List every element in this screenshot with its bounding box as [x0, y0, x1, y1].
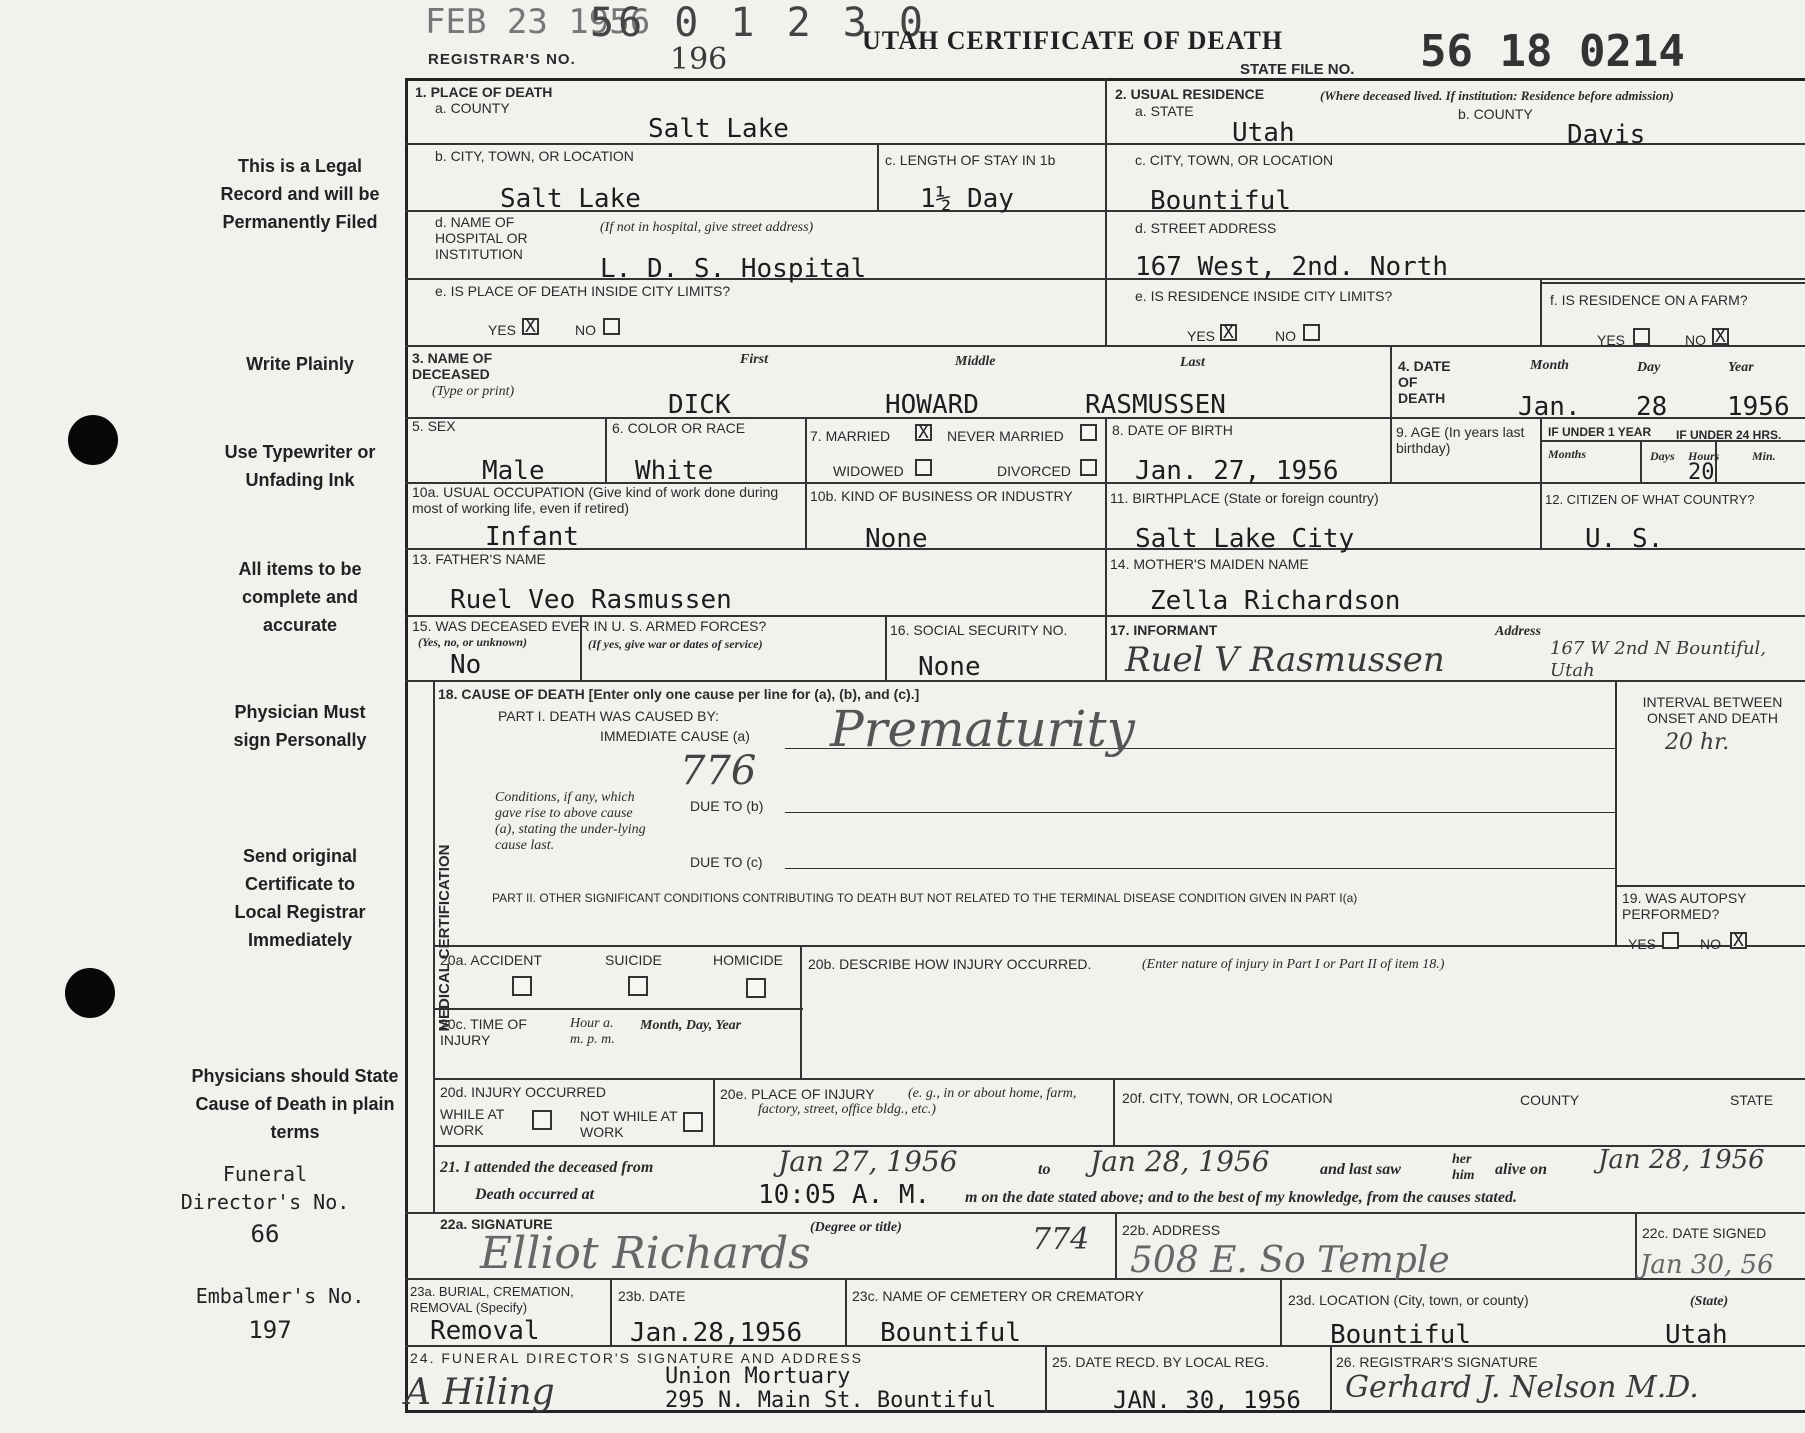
label-residence-note: (Where deceased lived. If institution: Residence before admission): [1320, 88, 1674, 103]
value-disposition: Removal: [430, 1316, 540, 1346]
label-yes-1: YES: [488, 322, 517, 338]
value-death-city: Salt Lake: [500, 184, 641, 214]
label-injury-occurred: 20d. INJURY OCCURRED: [440, 1084, 606, 1100]
checkbox-accident[interactable]: [512, 976, 532, 996]
checkbox-death-city-no[interactable]: [603, 318, 620, 335]
value-length-stay: 1½ Day: [920, 184, 1014, 214]
label-part-1: PART I. DEATH WAS CAUSED BY:: [498, 708, 719, 724]
label-suicide: SUICIDE: [605, 952, 662, 968]
checkbox-married[interactable]: [915, 424, 932, 441]
label-last-saw: and last saw: [1320, 1161, 1401, 1178]
label-occupation: 10a. USUAL OCCUPATION (Give kind of work done during most of working life, even if retired): [412, 484, 779, 516]
value-citizen: U. S.: [1585, 524, 1664, 554]
label-injury-city: 20f. CITY, TOWN, OR LOCATION: [1122, 1090, 1333, 1106]
label-date-signed: 22c. DATE SIGNED: [1642, 1225, 1767, 1241]
label-due-to-c: DUE TO (c): [690, 854, 763, 870]
label-res-city-limits: e. IS RESIDENCE INSIDE CITY LIMITS?: [1135, 288, 1393, 304]
label-hospital-note: (If not in hospital, give street address): [600, 220, 814, 235]
label-armed-note-1: (Yes, no, or unknown): [418, 635, 528, 649]
value-burial-date: Jan.28,1956: [630, 1318, 803, 1348]
label-year: Year: [1728, 360, 1754, 375]
sidebar-typewriter: Use Typewriter or Unfading Ink: [224, 442, 376, 490]
label-autopsy-no: NO: [1700, 936, 1721, 952]
checkbox-divorced[interactable]: [1080, 459, 1097, 476]
label-while-at-work: WHILE AT WORK: [440, 1106, 505, 1138]
state-file-number: 56 18 0214: [1420, 26, 1685, 77]
label-death-occurred-tail: m on the date stated above; and to the best of my knowledge, from the causes stated.: [965, 1189, 1517, 1206]
label-signature: 22a. SIGNATURE: [440, 1216, 553, 1232]
value-first-name: DICK: [668, 390, 731, 420]
label-date-of-death: 4. DATE OF DEATH: [1398, 358, 1451, 406]
label-death-city-limits: e. IS PLACE OF DEATH INSIDE CITY LIMITS?: [435, 283, 731, 299]
label-days: Days: [1650, 449, 1675, 463]
value-signature-code: 774: [1032, 1222, 1090, 1257]
label-armed-forces: 15. WAS DECEASED EVER IN U. S. ARMED FORCES?: [412, 618, 767, 634]
label-time-injury: 20c. TIME OF INJURY: [440, 1016, 527, 1048]
label-hour: Hour a. m. p. m.: [570, 1016, 615, 1047]
funeral-director-label: Funeral Director's No.: [180, 1162, 350, 1214]
sidebar-state-cause: Physicians should State Cause of Death in plain terms: [191, 1066, 399, 1142]
label-name-deceased: 3. NAME OF DECEASED: [412, 350, 493, 382]
label-degree: (Degree or title): [810, 1220, 902, 1235]
checkbox-suicide[interactable]: [628, 976, 648, 996]
label-homicide: HOMICIDE: [713, 952, 783, 968]
value-funeral-name: Union Mortuary: [665, 1364, 851, 1389]
value-father: Ruel Veo Rasmussen: [450, 585, 732, 615]
value-death-month: Jan.: [1518, 392, 1581, 422]
sidebar-send-original: Send original Certificate to Local Registrar Immediately: [234, 846, 366, 950]
sidebar-legal-note: This is a Legal Record and will be Permanently Filed: [220, 156, 380, 232]
label-death-occurred: Death occurred at: [475, 1186, 595, 1203]
label-cause-of-death: 18. CAUSE OF DEATH [Enter only one cause per line for (a), (b), and (c).]: [438, 686, 920, 702]
value-res-street: 167 West, 2nd. North: [1135, 252, 1449, 282]
label-burial: 23a. BURIAL, CREMATION, REMOVAL (Specify): [410, 1284, 574, 1315]
checkbox-autopsy-yes[interactable]: [1662, 932, 1679, 949]
checkbox-never-married[interactable]: [1080, 424, 1097, 441]
value-informant: Ruel V Rasmussen: [1125, 640, 1445, 680]
label-birthplace: 11. BIRTHPLACE (State or foreign country): [1110, 490, 1379, 506]
label-address: 22b. ADDRESS: [1122, 1222, 1221, 1238]
label-place-injury-note: (e. g., in or about home, farm, factory, street, office bldg., etc.): [758, 1086, 1077, 1117]
label-her-him: her him: [1452, 1152, 1475, 1183]
value-date-signed: Jan 30, 56: [1640, 1250, 1774, 1280]
registrar-label: REGISTRAR'S NO.: [428, 51, 576, 68]
label-no-2: NO: [1275, 328, 1296, 344]
label-first: First: [740, 352, 769, 367]
label-burial-date: 23b. DATE: [618, 1288, 686, 1304]
label-months: Months: [1548, 447, 1587, 461]
label-length-stay: c. LENGTH OF STAY IN 1b: [885, 152, 1056, 168]
label-name-note: (Type or print): [432, 384, 515, 399]
label-death-city: b. CITY, TOWN, OR LOCATION: [435, 148, 634, 164]
value-sex: Male: [482, 456, 545, 486]
label-divorced: DIVORCED: [997, 463, 1071, 479]
label-autopsy: 19. WAS AUTOPSY PERFORMED?: [1622, 890, 1747, 922]
label-father: 13. FATHER'S NAME: [412, 551, 546, 567]
value-business: None: [865, 524, 928, 554]
stamp-number: 56 0 1 2 3 0: [590, 0, 927, 46]
embalmer-label: Embalmer's No.: [195, 1284, 365, 1308]
label-accident: 20a. ACCIDENT: [440, 952, 542, 968]
label-farm: f. IS RESIDENCE ON A FARM?: [1550, 292, 1748, 308]
label-informant-address: Address: [1495, 624, 1541, 639]
label-month: Month: [1530, 358, 1569, 373]
checkbox-autopsy-no[interactable]: [1730, 932, 1747, 949]
checkbox-while-at-work[interactable]: [532, 1110, 552, 1130]
label-residence: 2. USUAL RESIDENCE: [1115, 86, 1265, 102]
label-last: Last: [1180, 355, 1205, 370]
value-registrar-signature: Gerhard J. Nelson M.D.: [1345, 1370, 1699, 1405]
label-death-county: a. COUNTY: [435, 100, 510, 116]
value-attended-to: Jan 28, 1956: [1090, 1145, 1270, 1178]
label-interval: INTERVAL BETWEEN ONSET AND DEATH: [1642, 694, 1783, 726]
value-death-day: 28: [1636, 392, 1668, 422]
label-age: 9. AGE (In years last birthday): [1396, 424, 1525, 456]
label-medical-certification: MEDICAL CERTIFICATION: [436, 844, 453, 1032]
label-sex: 5. SEX: [412, 418, 456, 434]
label-to: to: [1038, 1161, 1051, 1178]
checkbox-farm-yes[interactable]: [1633, 328, 1650, 345]
label-res-state: a. STATE: [1135, 103, 1194, 119]
funeral-director-number: 66: [250, 1220, 280, 1248]
label-conditions: Conditions, if any, which gave rise to above cause (a), stating the under-lying cause last.: [495, 790, 646, 853]
value-birthplace: Salt Lake City: [1135, 524, 1355, 554]
label-yes-3: YES: [1597, 332, 1626, 348]
state-file-label: STATE FILE NO.: [1240, 61, 1355, 78]
value-mother: Zella Richardson: [1150, 586, 1401, 616]
certificate-title: UTAH CERTIFICATE OF DEATH: [862, 26, 1284, 55]
label-hours: Hours: [1688, 449, 1720, 463]
label-state-paren: (State): [1690, 1294, 1729, 1309]
checkbox-farm-no[interactable]: [1712, 328, 1729, 345]
label-hospital: d. NAME OF HOSPITAL OR INSTITUTION: [435, 214, 528, 262]
value-occupation: Infant: [485, 522, 579, 552]
value-res-state: Utah: [1232, 118, 1295, 148]
label-citizen: 12. CITIZEN OF WHAT COUNTRY?: [1545, 492, 1755, 507]
value-physician-signature: Elliot Richards: [480, 1228, 811, 1279]
value-funeral-address: 295 N. Main St. Bountiful: [665, 1388, 997, 1413]
label-registrar-signature: 26. REGISTRAR'S SIGNATURE: [1336, 1354, 1538, 1370]
label-alive-on: alive on: [1495, 1161, 1547, 1178]
value-death-time: 10:05 A. M.: [758, 1180, 931, 1210]
value-race: White: [635, 456, 714, 486]
punch-hole-top: [68, 415, 118, 465]
value-interval: 20 hr.: [1665, 730, 1730, 755]
label-under-24-hrs: IF UNDER 24 HRS.: [1676, 428, 1782, 442]
label-business: 10b. KIND OF BUSINESS OR INDUSTRY: [810, 488, 1073, 504]
label-funeral-director: 24. FUNERAL DIRECTOR'S SIGNATURE AND ADDRESS: [410, 1350, 863, 1366]
registrar-number: 196: [670, 42, 728, 77]
value-cemetery: Bountiful: [880, 1318, 1021, 1348]
label-day: Day: [1637, 360, 1661, 375]
value-attended-from: Jan 27, 1956: [778, 1145, 958, 1178]
value-cause-code: 776: [680, 748, 757, 794]
value-funeral-signature: A Hiling: [405, 1372, 555, 1413]
label-not-while-at-work: NOT WHILE AT WORK: [580, 1108, 678, 1140]
label-autopsy-yes: YES: [1628, 936, 1657, 952]
label-how-injury-note: (Enter nature of injury in Part I or Part II of item 18.): [1142, 957, 1445, 972]
value-informant-address: 167 W 2nd N Bountiful, Utah: [1550, 638, 1767, 681]
value-ssn: None: [918, 652, 981, 682]
sidebar-complete: All items to be complete and accurate: [238, 559, 362, 635]
embalmer-number: 197: [248, 1316, 292, 1344]
label-location: 23d. LOCATION (City, town, or county): [1288, 1292, 1529, 1308]
label-attended: 21. I attended the deceased from: [440, 1159, 654, 1176]
label-under-1-year: IF UNDER 1 YEAR: [1548, 425, 1652, 439]
label-due-to-b: DUE TO (b): [690, 798, 764, 814]
label-mother: 14. MOTHER'S MAIDEN NAME: [1110, 556, 1309, 572]
label-informant: 17. INFORMANT: [1110, 622, 1218, 638]
punch-hole-bottom: [65, 968, 115, 1018]
value-res-city: Bountiful: [1150, 186, 1291, 216]
value-middle-name: HOWARD: [885, 390, 979, 420]
label-part-2: PART II. OTHER SIGNIFICANT CONDITIONS CONTRIBUTING TO DEATH BUT NOT RELATED TO THE TERMINAL DISEASE CONDITION GIVEN IN PART I(a): [492, 891, 1358, 905]
label-how-injury: 20b. DESCRIBE HOW INJURY OCCURRED.: [808, 956, 1092, 972]
label-injury-county: COUNTY: [1520, 1092, 1580, 1108]
label-armed-note-2: (If yes, give war or dates of service): [588, 637, 763, 651]
value-armed-forces: No: [450, 650, 482, 680]
label-res-county: b. COUNTY: [1458, 106, 1533, 122]
sidebar-write-plainly: Write Plainly: [246, 354, 354, 374]
label-immediate-cause: IMMEDIATE CAUSE (a): [600, 728, 750, 744]
value-death-county: Salt Lake: [648, 114, 789, 144]
label-injury-state: STATE: [1730, 1092, 1774, 1108]
received-stamp: FEB 23 1956: [425, 2, 651, 42]
value-last-name: RASMUSSEN: [1085, 390, 1226, 420]
label-middle: Middle: [955, 354, 996, 369]
value-death-year: 1956: [1727, 392, 1790, 422]
value-location-state: Utah: [1665, 1320, 1728, 1350]
label-ssn: 16. SOCIAL SECURITY NO.: [890, 622, 1068, 638]
label-place-of-injury: 20e. PLACE OF INJURY: [720, 1086, 875, 1102]
label-place-of-death: 1. PLACE OF DEATH: [415, 84, 553, 100]
value-cause: Prematurity: [830, 700, 1135, 758]
value-birth-date: Jan. 27, 1956: [1135, 456, 1339, 486]
checkbox-not-while-at-work[interactable]: [683, 1112, 703, 1132]
label-cemetery: 23c. NAME OF CEMETERY OR CREMATORY: [852, 1288, 1144, 1304]
label-month-day-year: Month, Day, Year: [640, 1018, 742, 1033]
label-min: Min.: [1752, 449, 1776, 463]
value-hours: 20: [1688, 460, 1715, 485]
checkbox-widowed[interactable]: [915, 459, 932, 476]
sidebar-physician: Physician Must sign Personally: [233, 702, 367, 750]
value-date-received: JAN. 30, 1956: [1113, 1386, 1301, 1414]
checkbox-res-city-no[interactable]: [1303, 324, 1320, 341]
label-no-3: NO: [1685, 332, 1706, 348]
checkbox-homicide[interactable]: [746, 978, 766, 998]
label-never-married: NEVER MARRIED: [947, 428, 1064, 444]
label-res-street: d. STREET ADDRESS: [1135, 220, 1277, 236]
label-widowed: WIDOWED: [833, 463, 904, 479]
label-date-received: 25. DATE RECD. BY LOCAL REG.: [1052, 1354, 1269, 1370]
label-race: 6. COLOR OR RACE: [612, 420, 746, 436]
label-birth-date: 8. DATE OF BIRTH: [1112, 422, 1233, 438]
checkbox-death-city-yes[interactable]: [522, 318, 539, 335]
value-hospital: L. D. S. Hospital: [600, 254, 867, 284]
value-location: Bountiful: [1330, 1320, 1471, 1350]
value-alive-on: Jan 28, 1956: [1598, 1145, 1765, 1175]
label-no-1: NO: [575, 322, 596, 338]
value-res-county: Davis: [1567, 120, 1646, 150]
label-res-city: c. CITY, TOWN, OR LOCATION: [1135, 152, 1334, 168]
value-physician-address: 508 E. So Temple: [1130, 1240, 1450, 1281]
label-married: 7. MARRIED: [810, 428, 891, 444]
checkbox-res-city-yes[interactable]: [1220, 324, 1237, 341]
label-yes-2: YES: [1187, 328, 1216, 344]
